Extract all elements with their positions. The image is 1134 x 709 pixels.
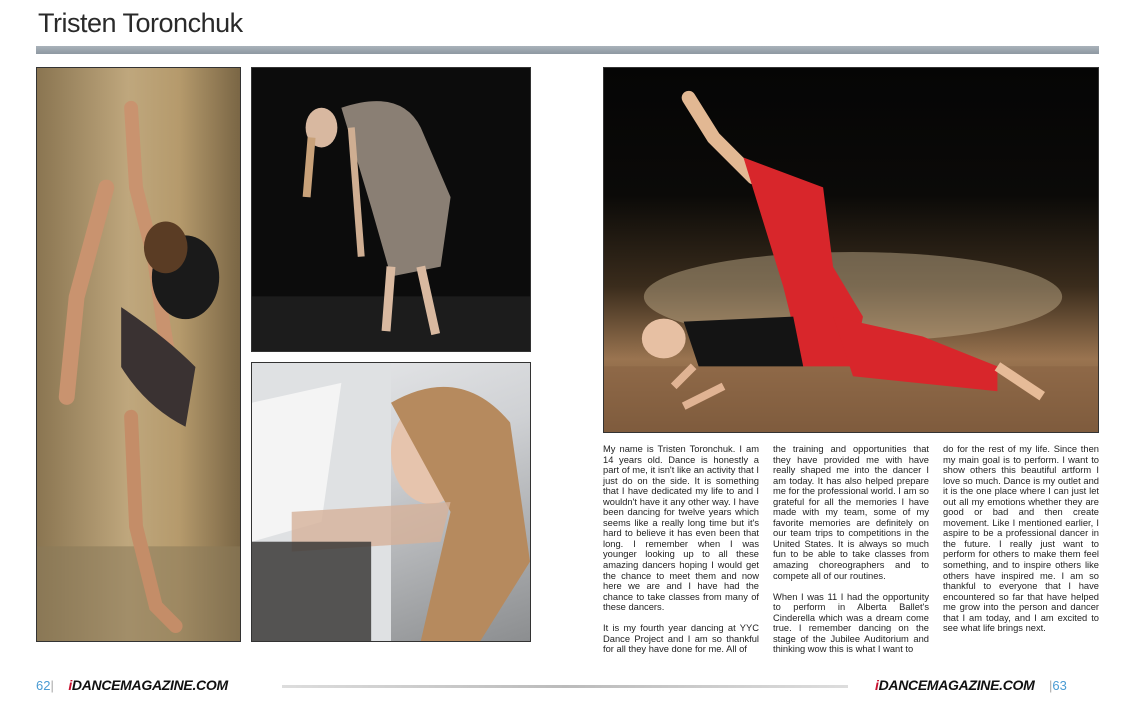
- magazine-logo[interactable]: iDANCEMAGAZINE.COM: [68, 677, 228, 693]
- paragraph: It is my fourth year dancing at YYC Dance Project and I am so thankful for all they have done for me. All of: [603, 623, 759, 655]
- article-column-2: [773, 444, 929, 665]
- header-divider: [36, 46, 1099, 54]
- footer-right: [875, 677, 1067, 695]
- paragraph: My name is Tristen Toronchuk. I am 14 years old. Dance is honestly a part of me, it isn't like an activity that I just do on the side. It is something that I have dedicated my life to and I wouldn't have it any other way. I have been dancing for twelve years which seems like a really long time but it's hard to believe it has even been that long. I remember when I was younger looking up to all these amazing dancers hoping I would get the chance to meet them and now here we are and I have had the chance to take classes from many of these dancers.: [603, 444, 759, 613]
- page-title: Tristen Toronchuk: [38, 8, 243, 38]
- footer-left: [36, 677, 228, 695]
- article-column-3: [943, 444, 1099, 644]
- page-number-left: 62: [36, 678, 51, 693]
- magazine-logo[interactable]: iDANCEMAGAZINE.COM: [875, 677, 1035, 693]
- paragraph: do for the rest of my life. Since then my main goal is to perform. I want to show others this beautiful artform I love so much. Dance is my outlet and it is the one place where I can just let out all my emotions whether they are good or bad and then create movement. Like I mentioned earlier, I aspire to be a professional dancer in the future. I really just want to perform for others to make them feel something, and to inspire others like others have inspired me. I am so thankful to everyone that I have encountered so far that have helped me grow into the person and dancer that I am today, and I am excited to see what life brings next.: [943, 444, 1099, 634]
- footer-rule: [282, 685, 848, 688]
- page-number-right: 63: [1052, 678, 1067, 693]
- paragraph: the training and opportunities that they have provided me with have really shaped me into the dancer I am today. It has also helped prepare me for the professional world. I am so grateful for all the memories I have made with my team, some of my favorite memories are definitely on our team trips to competitions in the United States. It is always so much fun to be able to take classes from amazing choreographers and to compete all of our routines.: [773, 444, 929, 581]
- photo-dancer-grey-dress: [251, 67, 531, 352]
- article-column-1: [603, 444, 759, 665]
- photo-dancer-portrait: [251, 362, 531, 642]
- footer-separator: |: [1048, 678, 1053, 693]
- paragraph: When I was 11 I had the opportunity to perform in Alberta Ballet's Cinderella which was a dream come true. I remember dancing on the stage of the Jubilee Auditorium and thinking wow this is what I want to: [773, 591, 929, 655]
- photo-dancer-red-pants: [603, 67, 1099, 433]
- footer-separator: |: [50, 678, 54, 693]
- photo-dancer-standing-split: [36, 67, 241, 642]
